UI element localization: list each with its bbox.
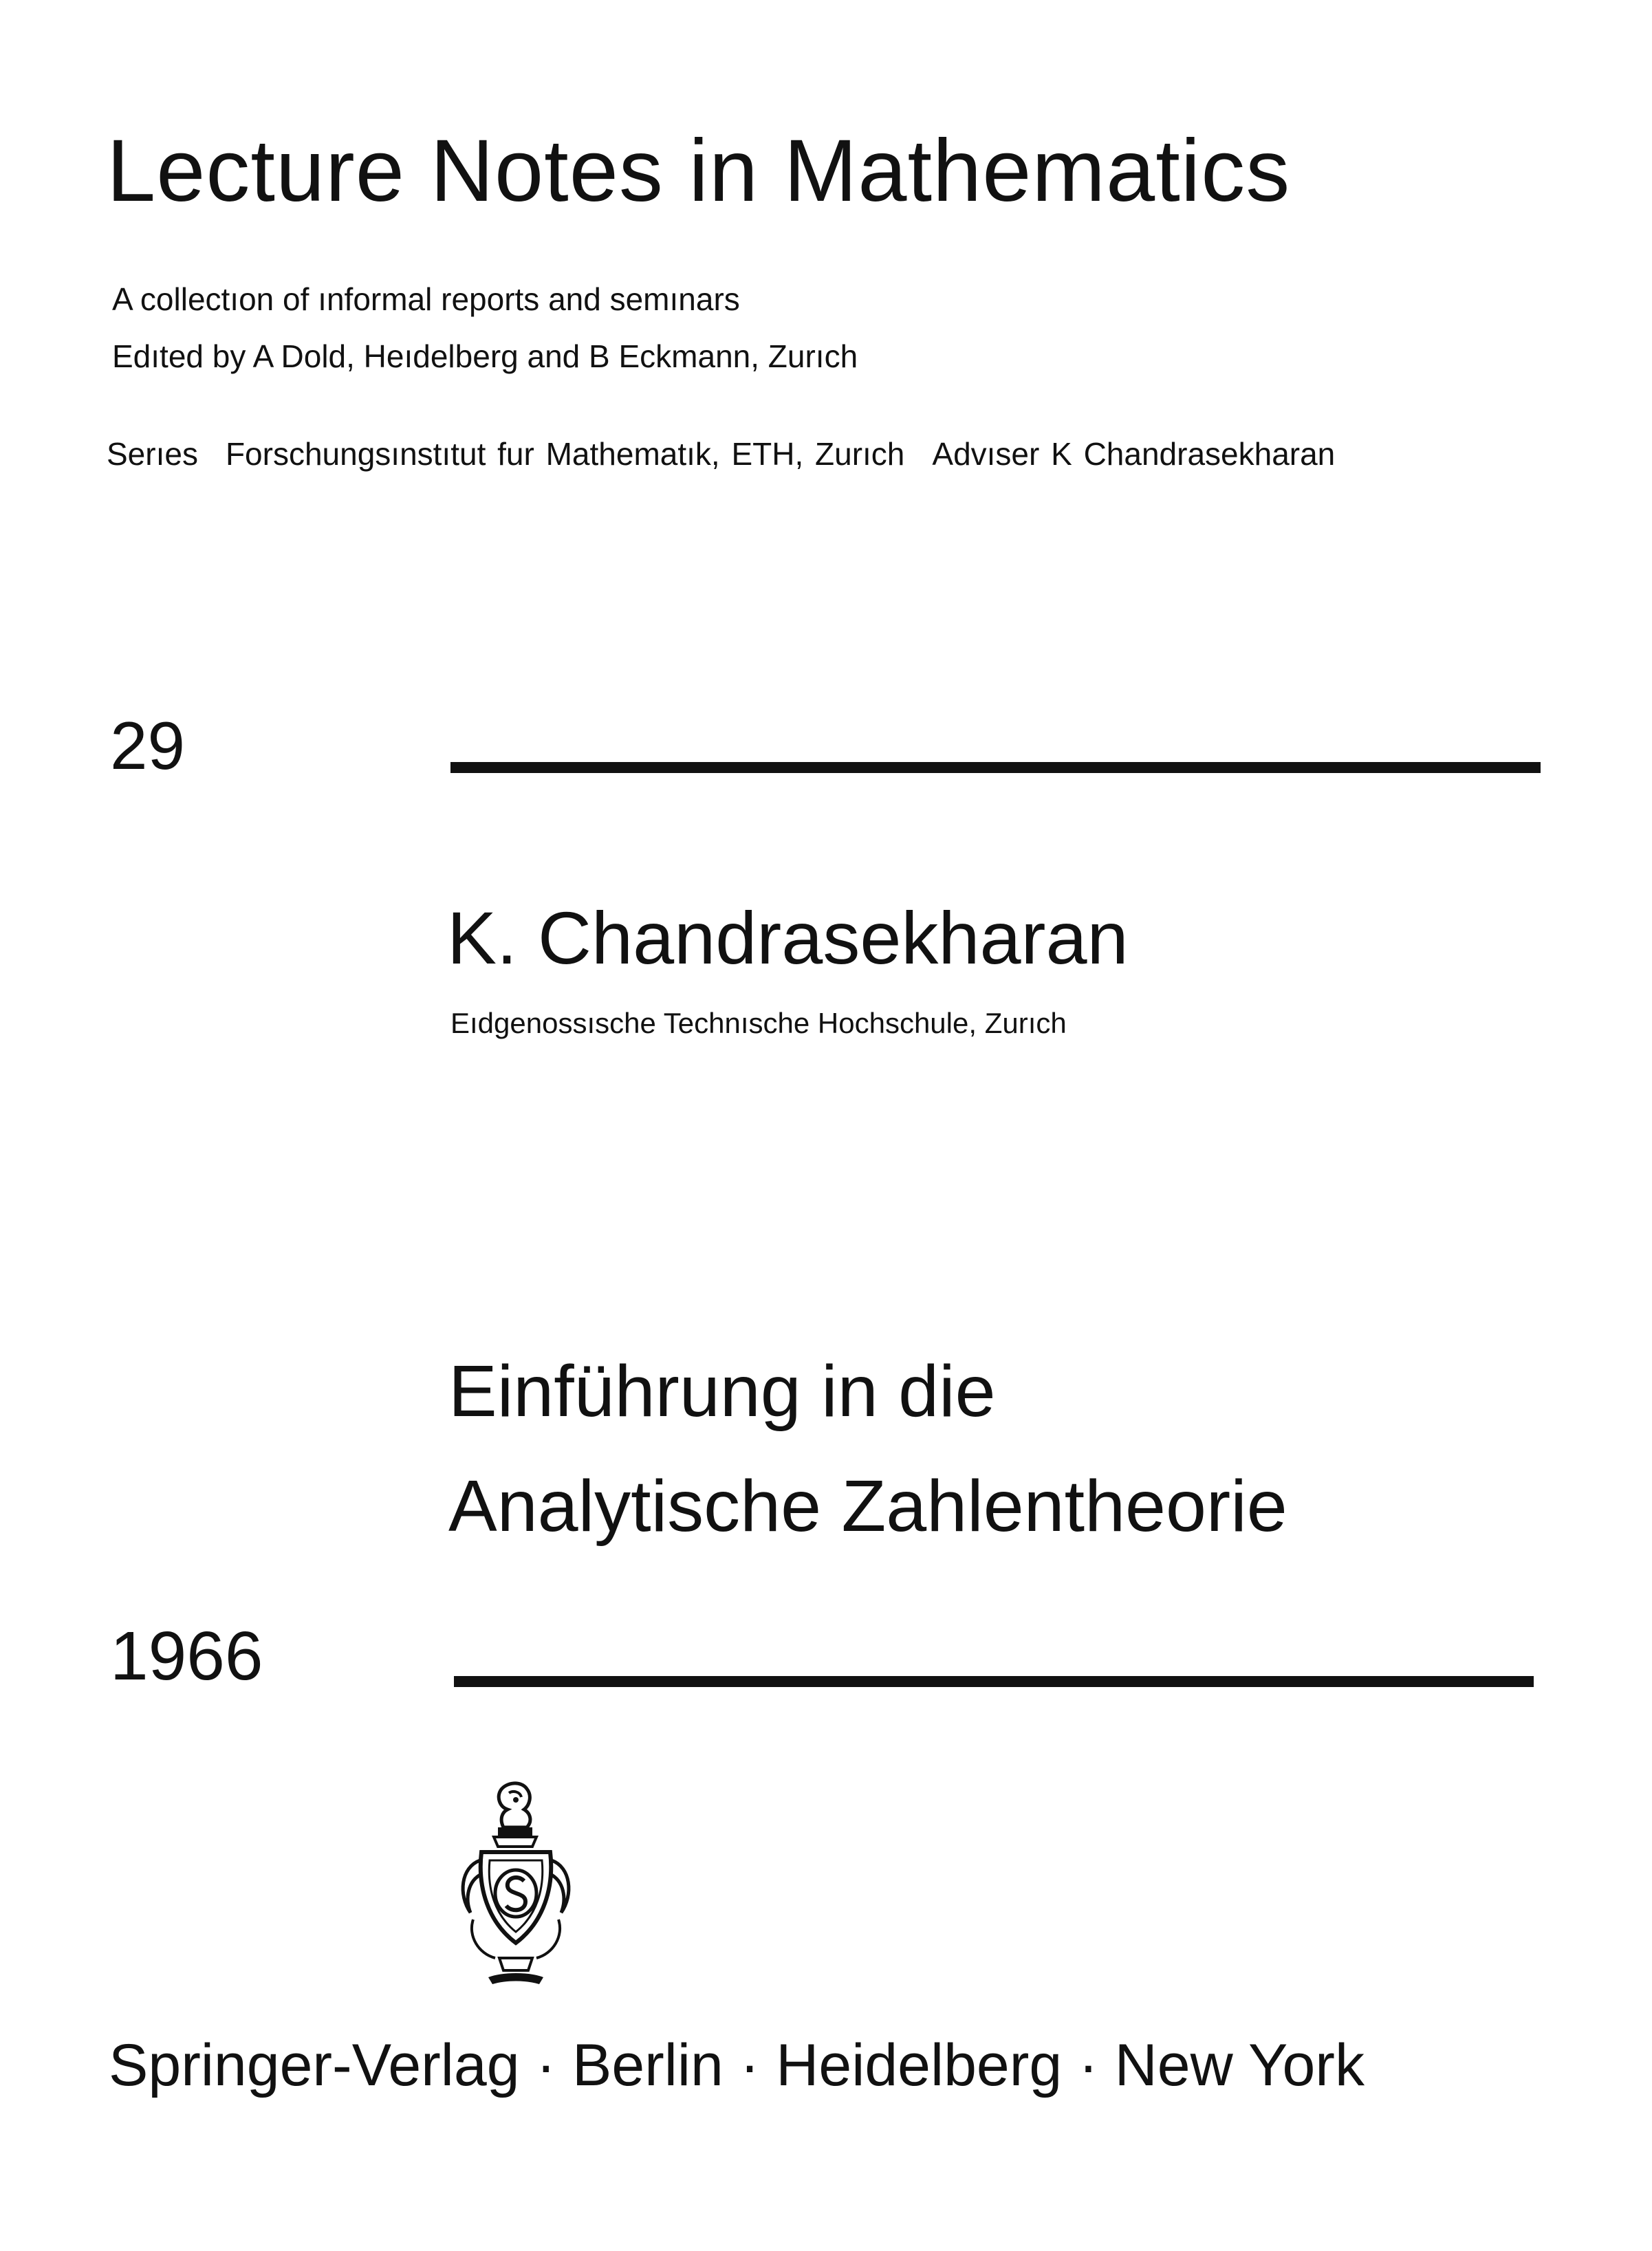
volume-number: 29 [110, 708, 186, 783]
author-affiliation: Eıdgenossısche Technısche Hochschule, Zurıch [450, 1007, 1067, 1039]
author-name: K. Chandrasekharan [447, 896, 1129, 979]
bottom-rule [454, 1676, 1534, 1687]
series-institute: Forschungsınstıtut fur Mathematık, ETH, Zurıch [225, 436, 905, 472]
series-info-line [107, 438, 1335, 470]
book-title-line-1: Einführung in die [448, 1351, 996, 1432]
top-rule [450, 762, 1541, 773]
series-adviser: Advıser K Chandrasekharan [932, 436, 1336, 472]
series-title: Lecture Notes in Mathematics [107, 122, 1291, 220]
series-label: Serıes [107, 436, 198, 472]
publisher-line: Springer-Verlag · Berlin · Heidelberg · New York [109, 2032, 1365, 2098]
springer-knight-logo-icon [440, 1778, 585, 1998]
series-subtitle: A collectıon of ınformal reports and semınars [112, 281, 740, 317]
book-title-line-2: Analytische Zahlentheorie [448, 1466, 1287, 1547]
series-editors: Edıted by A Dold, Heıdelberg and B Eckmann, Zurıch [112, 338, 858, 374]
publication-year: 1966 [110, 1618, 263, 1695]
